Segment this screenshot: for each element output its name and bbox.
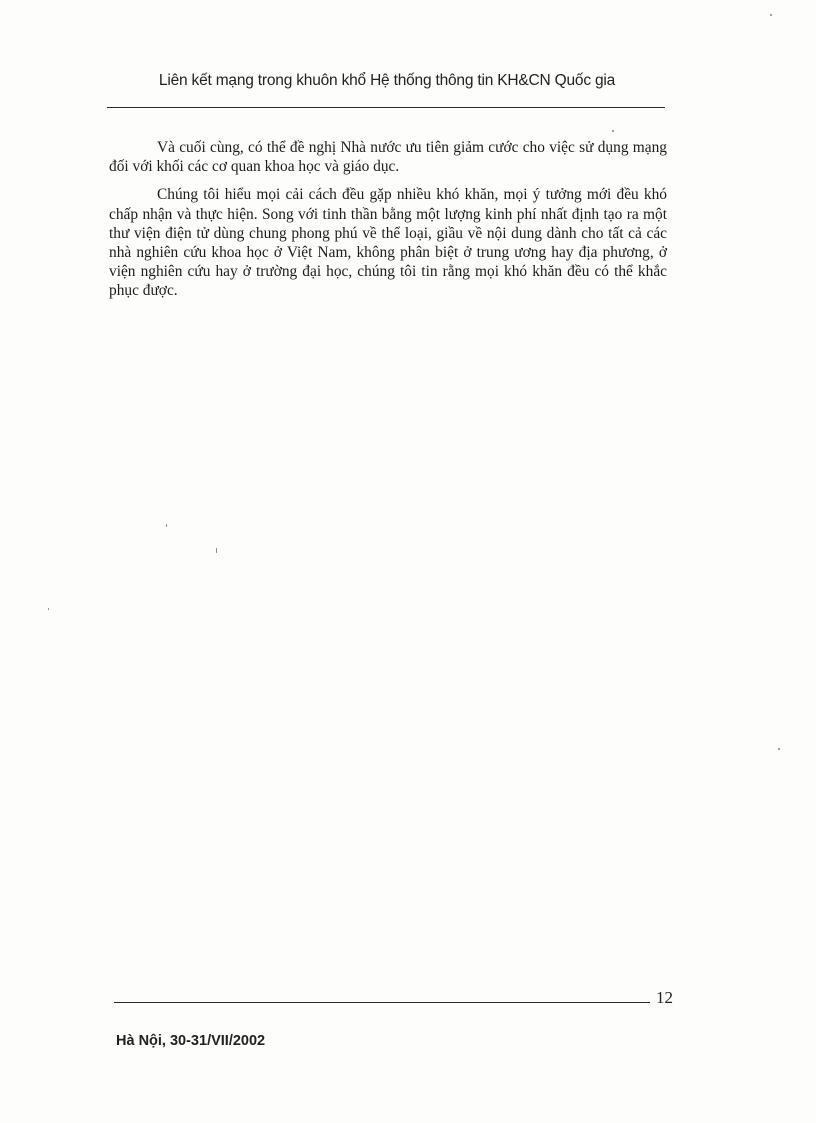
paragraph-2: Chúng tôi hiểu mọi cải cách đều gặp nhiều khó khăn, mọi ý tưởng mới đều khó chấp nhận và thực hiện. Song với tinh thần bằng một lượng kinh phí nhất định tạo ra một thư viện điện tử dùng chung phong phú về thể loại, giầu về nội dung dành cho tất cả các nhà nghiên cứu khoa học ở Việt Nam, không phân biệt ở trung ương hay địa phương, ở viện nghiên cứu hay ở trường đại học, chúng tôi tin rằng mọi khó khăn đều có thể khắc phục được. — [109, 186, 667, 300]
footer-rule — [114, 1002, 650, 1003]
footer-place-date: Hà Nội, 30-31/VII/2002 — [116, 1033, 266, 1049]
paragraph-1: Và cuối cùng, có thể đề nghị Nhà nước ưu tiên giảm cước cho việc sử dụng mạng đối với khối các cơ quan khoa học và giáo dục. — [109, 139, 667, 176]
header-rule — [107, 107, 665, 108]
scan-speck — [612, 130, 614, 132]
body-text — [109, 138, 667, 310]
scan-speck — [48, 608, 49, 610]
running-header-title: Liên kết mạng trong khuôn khổ Hệ thống thông tin KH&CN Quốc gia — [158, 72, 616, 89]
scan-speck — [216, 548, 217, 553]
scan-speck — [778, 748, 780, 750]
page-number: 12 — [656, 988, 673, 1007]
scan-speck — [166, 524, 167, 527]
scan-speck — [770, 14, 772, 16]
